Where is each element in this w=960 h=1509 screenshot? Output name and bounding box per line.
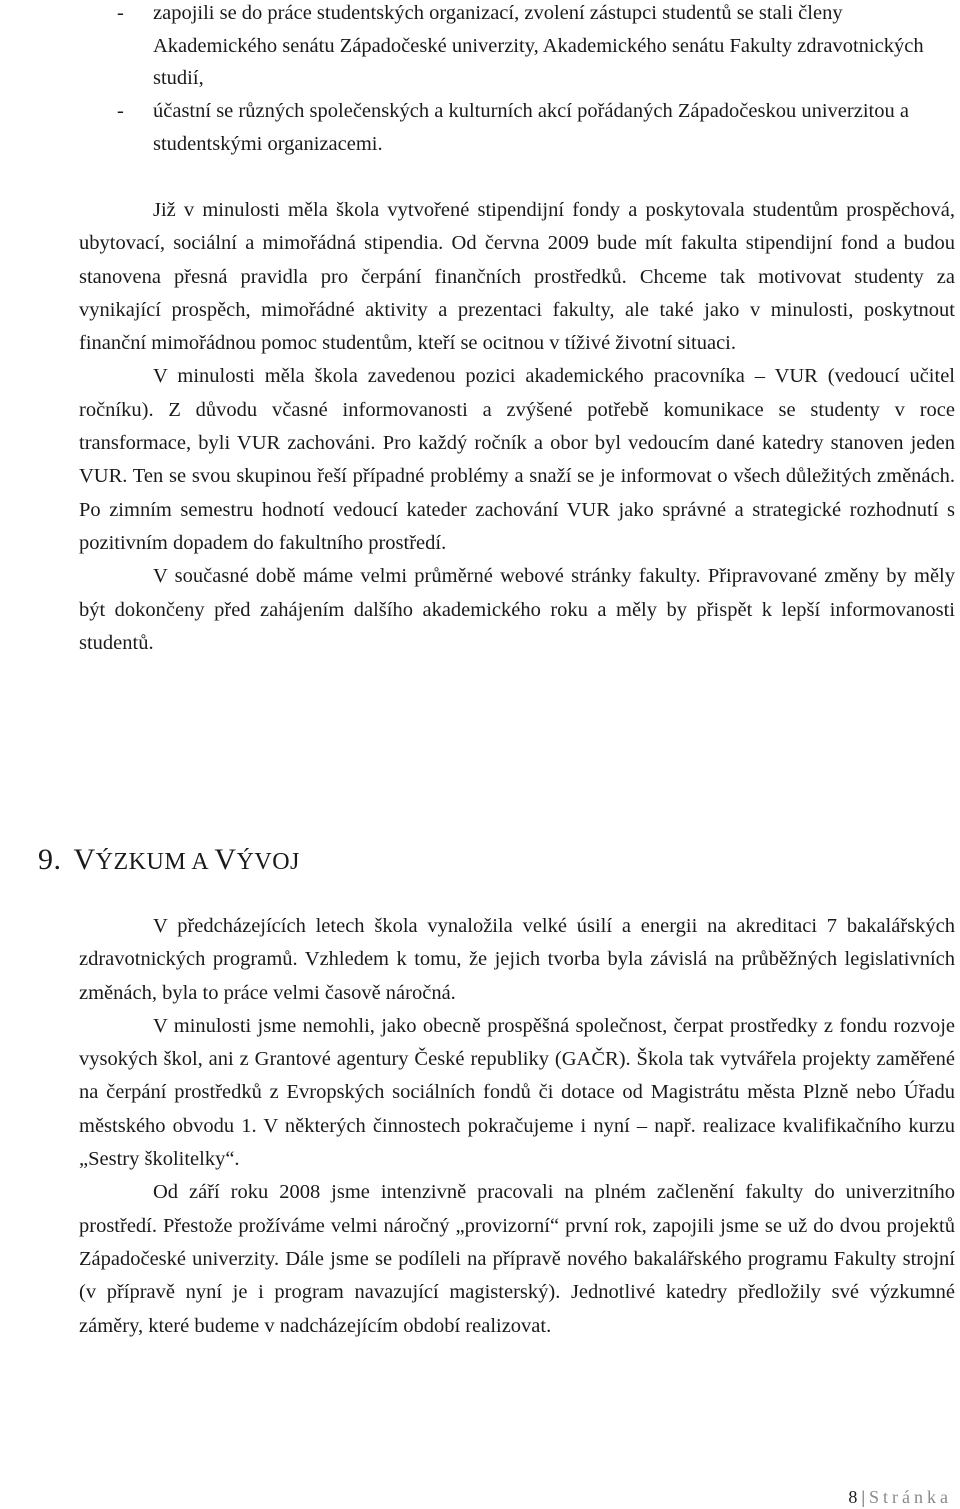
page-footer [848, 1487, 952, 1508]
footer-page-word: Stránka [869, 1487, 952, 1507]
bullet-list [79, 0, 955, 161]
section-number: 9. [38, 843, 62, 876]
paragraph: V současné době máme velmi průměrné webové stránky fakulty. Připravované změny by měly být dokončeny před zahájením dalšího akademického roku a měly by přispět k lepší informovanosti studentů. [79, 565, 955, 654]
paragraph: Již v minulosti měla škola vytvořené stipendijní fondy a poskytovala studentům prospěchová, ubytovací, sociální a mimořádná stipendia. Od června 2009 bude mít fakulta stipendijní fond a budou stanovena přesná pravidla pro čerpání finančních prostředků. Chceme tak motivovat studenty za vynikající prospěch, mimořádné aktivity a prezentaci fakulty, ale také jako v minulosti, poskytnout finanční mimořádnou pomoc studentům, kteří se ocitnou v tíživé životní situaci. [79, 199, 955, 355]
section-heading [38, 843, 300, 877]
list-item-text: účastní se různých společenských a kulturních akcí pořádaných Západočeskou univerzitou a studentskými organizacemi. [153, 100, 909, 155]
list-dash: - [117, 2, 124, 24]
section-research [79, 910, 955, 1343]
footer-separator: | [861, 1487, 866, 1507]
list-item [79, 0, 955, 95]
paragraph: Od září roku 2008 jsme intenzivně pracovali na plném začlenění fakulty do univerzitního prostředí. Přestože prožíváme velmi náročný „provizorní“ první rok, zapojili jsme se už do dvou projektů Západočeské univerzity. Dále jsme se podíleli na přípravě nového bakalářského programu Fakulty strojní (v přípravě nyní je i program navazující magisterský). Jednotlivé katedry předložily své výzkumné záměry, které budeme v nadcházejícím období realizovat. [79, 1181, 955, 1337]
paragraph: V minulosti jsme nemohli, jako obecně prospěšná společnost, čerpat prostředky z fondu rozvoje vysokých škol, ani z Grantové agentury České republiky (GAČR). Škola tak vytvářela projekty zaměřené na čerpání prostředků z Evropských sociálních fondů či dotace od Magistrátu města Plzně nebo Úřadu městského obvodu 1. V některých činnostech pokračujeme i nyní – např. realizace kvalifikačního kurzu „Sestry školitelky“. [79, 1014, 955, 1171]
list-item [79, 95, 955, 160]
heading-part: V [214, 843, 237, 876]
heading-part: ÝVOJ [236, 849, 300, 875]
heading-part: V [73, 843, 96, 876]
paragraph: V předcházejících letech škola vynaložila velké úsilí a energii na akreditaci 7 bakalářských zdravotnických programů. Vzhledem k tomu, že jejich tvorba byla závislá na průběžných legislativních změnách, byla to práce velmi časově náročná. [79, 915, 955, 1004]
page-number: 8 [848, 1487, 858, 1507]
heading-part: ÝZKUM A [95, 849, 215, 875]
paragraph: V minulosti měla škola zavedenou pozici akademického pracovníka – VUR (vedoucí učitel ročníku). Z důvodu včasné informovanosti a zvýšené potřebě komunikace se studenty v roce transformace, byli VUR zachováni. Pro každý ročník a obor byl vedoucím dané katedry stanoven jeden VUR. Ten se svou skupinou řeší případné problémy a snaží se je informovat o všech důležitých změnách. Po zimním semestru hodnotí vedoucí kateder zachování VUR jako správné a strategické rozhodnutí s pozitivním dopadem do fakultního prostředí. [79, 365, 955, 554]
list-dash: - [117, 100, 124, 123]
list-item-text: zapojili se do práce studentských organizací, zvolení zástupci studentů se stali členy Akademického senátu Západočeské univerzity, Akademického senátu Fakulty zdravotnických studií, [153, 2, 924, 90]
section-scholarships [79, 194, 955, 660]
